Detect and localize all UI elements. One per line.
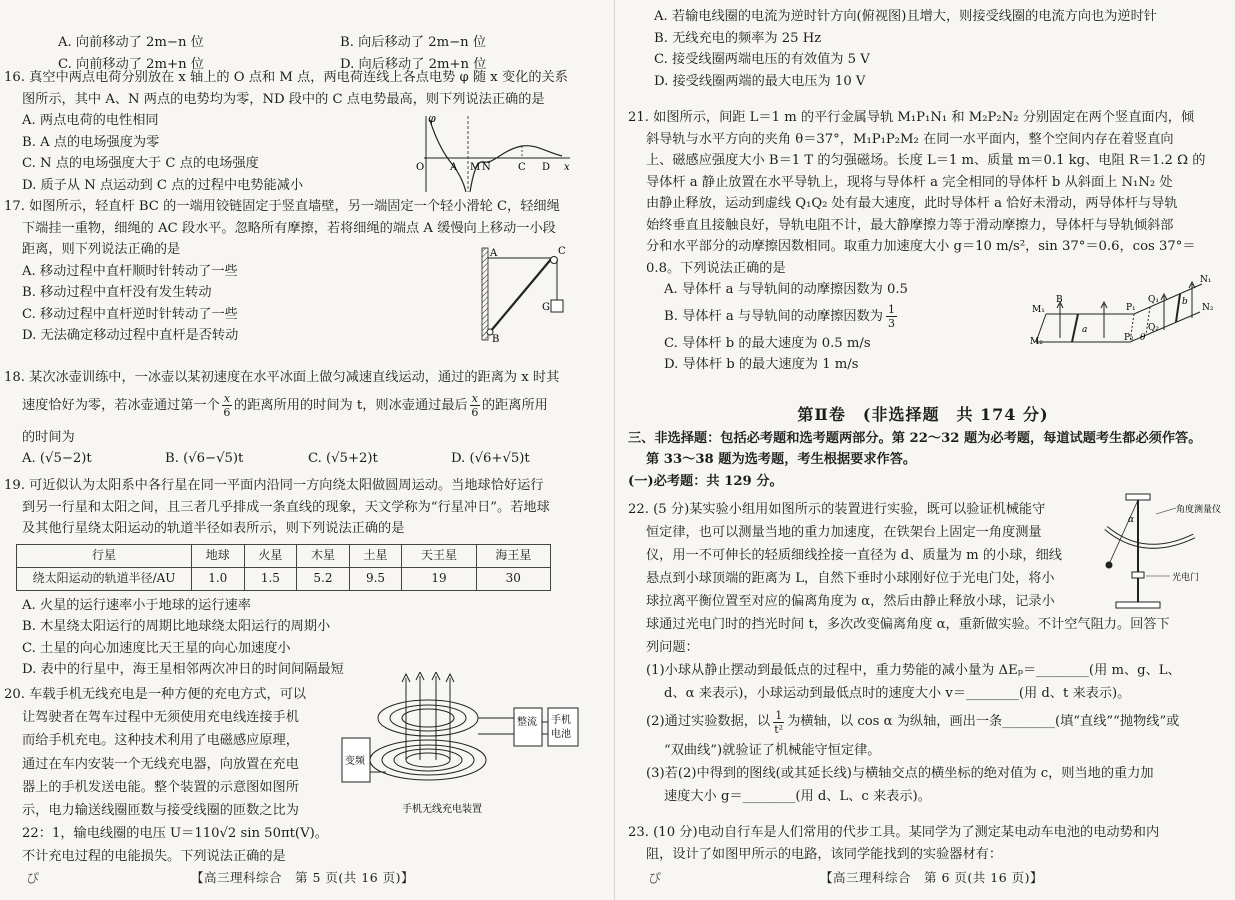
q18-fraction-2 (470, 392, 480, 419)
q22-stem-6: 球通过光电门时的挡光时间 t，多次改变偏离角度 α，重新做实验。不计空气阻力。回答下 (646, 617, 1170, 632)
q21-stem-8: 0.8。下列说法正确的是 (646, 260, 786, 276)
q19-option-c: C. 土星的向心加速度比天王星的向心加速度小 (22, 640, 291, 656)
q18-frac2-num: x (471, 392, 478, 405)
q16-m-label: M (470, 162, 481, 173)
q15-option-d: D. 向后移动了 2m+n 位 (340, 57, 487, 72)
q17-option-a: A. 移动过程中直杆顺时针转动了一些 (22, 263, 238, 279)
q21-frac-den: 3 (887, 317, 895, 330)
q19-stem-3: 及其他行星绕太阳运动的轨道半径如表所示，则下列说法正确的是 (22, 521, 405, 536)
q21-p1-label: P₁ (1126, 303, 1136, 313)
left-footer: 【高三理科综合 第 5 页(共 16 页)】 (190, 869, 414, 885)
q22-frac-den: t² (774, 722, 784, 736)
q22-sub2a: (2)通过实验数据，以 (646, 714, 771, 729)
q22-sub1-2: d、α 来表示)，小球运动到最低点时的速度大小 v＝________(用 d、t 来表示)。 (664, 686, 1131, 701)
left-page (0, 0, 605, 900)
q17-rod-pulley-diagram (478, 244, 573, 344)
page-divider (614, 0, 615, 900)
q16-d-label: D (542, 162, 551, 173)
table-header-cell: 土星 (349, 544, 402, 567)
q20-stem-7: 22：1，输电线圈的电压 U＝110√2 sin 50πt(V)。 (22, 826, 328, 842)
q22-fraction (773, 709, 784, 736)
q21-fraction (886, 303, 897, 330)
table-cell: 1.0 (192, 567, 245, 590)
q17-option-b: B. 移动过程中直杆没有发生转动 (22, 285, 212, 300)
q18-frac2-den: 6 (471, 406, 479, 419)
q23-stem-2: 阻，设计了如图甲所示的电路，该同学能找到的实验器材有： (646, 846, 1003, 862)
q16-c-label: C (518, 162, 526, 173)
q19-stem-1: 19. 可近似认为太阳系中各行星在同一平面内沿同一方向绕太阳做圆周运动。当地球恰好运行 (4, 478, 544, 493)
q20-stem-5: 器上的手机发送电能。整个装置的示意图如图所 (22, 779, 299, 795)
question-19 (4, 475, 594, 681)
q19-option-b: B. 木星绕太阳运行的周期比地球绕太阳运行的周期小 (22, 619, 331, 634)
q21-theta-label: θ (1140, 333, 1146, 343)
q18-stem-2b: 的距离所用的时间为 t，则冰壶通过最后 (234, 397, 468, 413)
q17-stem-2: 下端挂一重物，细绳的 AC 段水平。忽略所有摩擦，若将细绳的端点 A 缓慢向上移动一小段 (22, 220, 556, 236)
q20-battery-label: 电池 (551, 729, 571, 740)
table-header-cell: 火星 (244, 544, 297, 567)
q17-c-label: C (558, 246, 566, 257)
q18-stem-1: 18. 某次冰壶训练中，一冰壶以某初速度在水平冰面上做匀减速直线运动，通过的距离为 x 时其 (4, 370, 560, 385)
q23-stem-1: 23. (10 分)电动自行车是人们常用的代步工具。某同学为了测定某电动车电池的电动势和内 (628, 825, 1160, 840)
q15-option-b: B. 向后移动了 2m−n 位 (340, 35, 487, 50)
table-cell: 5.2 (297, 567, 350, 590)
right-footer: 【高三理科综合 第 6 页(共 16 页)】 (819, 869, 1043, 885)
table-row (17, 544, 551, 567)
q21-p2-label: P₂ (1124, 333, 1134, 343)
section-2-title: 第Ⅱ卷 (非选择题 共 174 分) (797, 405, 1049, 424)
q18-stem-3: 的时间为 (22, 429, 75, 445)
right-page (628, 0, 1235, 900)
table-header-cell: 木星 (297, 544, 350, 567)
q22-sub3-2: 速度大小 g＝________(用 d、L、c 来表示)。 (664, 789, 931, 804)
table-header-cell: 地球 (192, 544, 245, 567)
q18-option-a: A. (√5−2)t (22, 451, 92, 466)
q16-a-label: A (450, 162, 458, 173)
q16-option-a: A. 两点电荷的电性相同 (22, 113, 159, 128)
q22-sub2c: “双曲线”)就验证了机械能守恒定律。 (664, 743, 881, 758)
q22-stem-3: 仪，用一不可伸长的轻质细线拴接一直径为 d、质量为 m 的小球，细线 (646, 548, 1062, 563)
table-row (17, 567, 551, 590)
q21-m1-label: M₁ (1032, 305, 1045, 315)
q21-option-a: A. 导体杆 a 与导轨间的动摩擦因数为 0.5 (664, 282, 908, 297)
q20-option-a: A. 若输电线圈的电流为逆时针方向(俯视图)且增大，则接受线圈的电流方向也为逆时针 (654, 9, 1157, 24)
q18-stem-2c: 的距离所用 (481, 397, 548, 413)
q17-g-label: G (542, 302, 550, 313)
q20-stem-2: 让驾驶者在驾车过程中无须使用充电线连接手机 (22, 710, 299, 726)
q17-option-c: C. 移动过程中直杆逆时针转动了一些 (22, 306, 238, 322)
q22-alpha-label: α (1128, 515, 1135, 525)
q16-option-b: B. A 点的电场强度为零 (22, 134, 160, 150)
q21-frac-num: 1 (887, 303, 895, 316)
q22-angle-meter-label: 角度测量仪 (1176, 505, 1222, 515)
q18-stem-2-row (4, 389, 594, 423)
q21-m2-label: M₂ (1030, 337, 1043, 347)
q20-stem-4: 通过在车内安装一个无线充电器，向放置在充电 (22, 756, 299, 772)
q22-pendulum-apparatus (1076, 490, 1226, 610)
q18-option-d: D. (√6+√5)t (451, 451, 530, 466)
q17-option-d: D. 无法确定移动过程中直杆是否转动 (22, 328, 239, 343)
q21-rod-b-label: b (1182, 297, 1188, 307)
q15-option-a: A. 向前移动了 2m−n 位 (58, 35, 204, 50)
q17-a-label: A (490, 248, 498, 259)
q20-option-c: C. 接受线圈两端电压的有效值为 5 V (654, 52, 870, 67)
q16-phi-label: φ (428, 112, 436, 125)
q22-photogate-label: 光电门 (1172, 573, 1200, 583)
q22-stem-1: 22. (5 分)某实验小组用如图所示的装置进行实验，既可以验证机械能守 (628, 502, 1046, 517)
table-cell: 9.5 (349, 567, 402, 590)
q20-wireless-charger-diagram (336, 672, 584, 822)
q22-stem-2: 恒定律，也可以测量当地的重力加速度，在铁架台上固定一角度测量 (646, 525, 1042, 540)
section-2-intro-2: 第 33～38 题为选考题，考生根据要求作答。 (646, 452, 917, 467)
section-2-sub: (一)必考题：共 129 分。 (628, 473, 783, 489)
q21-option-b: B. 导体杆 a 与导轨间的动摩擦因数为 (664, 308, 883, 324)
q17-stem-1: 17. 如图所示，轻直杆 BC 的一端用铰链固定于竖直墙壁，另一端固定一个轻小滑轮 C，轻细绳 (4, 199, 560, 214)
q15-option-c: C. 向前移动了 2m+n 位 (58, 57, 204, 72)
q22-sub3-1: (3)若(2)中得到的图线(或其延长线)与横轴交点的横坐标的绝对值为 c，则当地的重力加 (646, 766, 1154, 781)
q21-option-c: C. 导体杆 b 的最大速度为 0.5 m/s (664, 335, 871, 351)
q16-o-label: O (416, 162, 425, 173)
section-2 (628, 398, 1218, 492)
q22-sub2-row (628, 705, 1218, 739)
q20-phone-label: 手机 (551, 715, 571, 726)
table-cell: 1.5 (244, 567, 297, 590)
q21-option-d: D. 导体杆 b 的最大速度为 1 m/s (664, 357, 859, 372)
table-header-cell: 行星 (17, 544, 192, 567)
q20-stem-6: 示，电力输送线圈匝数与接受线圈的匝数之比为 (22, 803, 299, 819)
q22-stem-7: 列问题： (646, 640, 699, 655)
q16-stem-2: 图所示，其中 A、N 两点的电势均为零，ND 段中的 C 点电势最高，则下列说法正确的是 (22, 91, 545, 107)
q20-option-d: D. 接受线圈两端的最大电压为 10 V (654, 73, 866, 89)
q20-rectifier-label-1: 整流 (517, 717, 537, 728)
q21-q1-label: Q₁ (1148, 295, 1159, 305)
q16-option-c: C. N 点的电场强度大于 C 点的电场强度 (22, 156, 259, 171)
q20-stem-8: 不计充电过程的电能损失。下列说法正确的是 (22, 849, 286, 865)
q17-b-label: B (492, 334, 500, 344)
question-23 (628, 822, 1218, 865)
q19-option-a: A. 火星的运行速率小于地球的运行速率 (22, 597, 251, 613)
q16-potential-graph (412, 112, 577, 194)
q18-frac1-den: 6 (223, 406, 231, 419)
section-2-intro-1: 三、非选择题：包括必考题和选考题两部分。第 22～32 题为必考题，每道试题考生都必须作答。 (628, 430, 1202, 446)
q19-option-d: D. 表中的行星中，海王星相邻两次冲日的时间间隔最短 (22, 662, 344, 677)
q20-caption: 手机无线充电装置 (402, 804, 482, 815)
q22-stem-4: 悬点到小球顶端的距离为 L，自然下垂时小球刚好位于光电门处，将小 (646, 571, 1055, 586)
q20-options (654, 6, 1234, 92)
q16-n-label: N (482, 162, 491, 173)
table-header-cell: 天王星 (402, 544, 476, 567)
q21-stem-4: 导体杆 a 静止放置在水平导轨上，现将与导体杆 a 完全相同的导体杆 b 从斜面上 N₁N₂ 处 (646, 174, 1173, 190)
q21-rail-diagram (1030, 272, 1220, 352)
q21-stem-1: 21. 如图所示，间距 L＝1 m 的平行金属导轨 M₁P₁N₁ 和 M₂P₂N₂ 分别固定在两个竖直面内，倾 (628, 110, 1195, 125)
logo-icon: ぴ (648, 871, 662, 887)
q16-stem-1: 16. 真空中两点电荷分别放在 x 轴上的 O 点和 M 点，两电荷连线上各点电势 φ 随 x 变化的关系 (4, 70, 568, 85)
q22-frac-num: 1 (775, 708, 783, 722)
q22-sub1-1: (1)小球从静止摆动到最低点的过程中，重力势能的减小量为 ΔEₚ＝________(用 m、g、L、 (646, 663, 1181, 678)
q21-q2-label: Q₂ (1148, 323, 1159, 333)
table-cell: 19 (402, 567, 476, 590)
q18-option-c: C. (√5+2)t (308, 451, 378, 466)
q18-fraction-1 (222, 392, 232, 419)
table-header-cell: 海王星 (476, 544, 550, 567)
q18-stem-2a: 速度恰好为零，若冰壶通过第一个 (22, 397, 220, 413)
q21-a-label: a (1082, 325, 1088, 335)
q18-options (4, 448, 594, 470)
q21-stem-7: 分和水平部分的动摩擦因数相同。取重力加速度大小 g＝10 m/s²，sin 37°＝0.6，cos 37°＝ (646, 239, 1196, 254)
logo-icon: ぴ (26, 871, 40, 887)
q15-options-row1 (40, 32, 598, 54)
q20-stem-1: 20. 车载手机无线充电是一种方便的充电方式，可以 (4, 687, 307, 702)
question-18 (4, 367, 594, 470)
q20-stem-3: 而给手机充电。这种技术利用了电磁感应原理， (22, 733, 299, 749)
table-cell: 绕太阳运动的轨道半径/AU (17, 567, 192, 590)
q18-frac1-num: x (223, 392, 231, 405)
q16-x-label: x (564, 162, 570, 173)
q21-stem-2: 斜导轨与水平方向的夹角 θ＝37°，M₁P₁P₂M₂ 在同一水平面内，整个空间内存在着竖直向 (646, 131, 1174, 147)
table-cell: 30 (476, 567, 550, 590)
q21-n1-label: N₁ (1200, 275, 1212, 285)
q21-b-label: B (1056, 295, 1063, 305)
q17-stem-3: 距离，则下列说法正确的是 (22, 242, 181, 257)
q21-stem-3: 上、磁感应强度大小 B＝1 T 的匀强磁场。长度 L＝1 m、质量 m＝0.1 kg、电阻 R＝1.2 Ω 的 (646, 153, 1206, 168)
q22-sub2b: 为横轴，以 cos α 为纵轴，画出一条________(填“直线”“抛物线”或 (787, 714, 1180, 729)
q20-option-b: B. 无线充电的频率为 25 Hz (654, 30, 822, 46)
q21-stem-5: 由静止释放，运动到虚线 Q₁Q₂ 处有最大速度，此时导体杆 a 恰好未滑动，两导体杆与导轨 (646, 196, 1178, 211)
q22-stem-5: 球拉离平衡位置至对应的偏离角度为 α，然后由静止释放小球，记录小 (646, 594, 1055, 609)
q19-stem-2: 到另一行星和太阳之间，且三者几乎排成一条直线的现象，天文学称为“行星冲日”。若地球 (22, 499, 550, 515)
q21-stem-6: 始终垂直且接触良好，导轨电阻不计，最大静摩擦力等于滑动摩擦力，导体杆与导轨倾斜部 (646, 217, 1174, 233)
q16-option-d: D. 质子从 N 点运动到 C 点的过程中电势能减小 (22, 177, 304, 193)
q18-option-b: B. (√6−√5)t (165, 451, 244, 466)
q21-n2-label: N₂ (1202, 303, 1214, 313)
q20-inverter-label: 变频 (345, 756, 365, 767)
q19-orbit-table (16, 544, 551, 591)
